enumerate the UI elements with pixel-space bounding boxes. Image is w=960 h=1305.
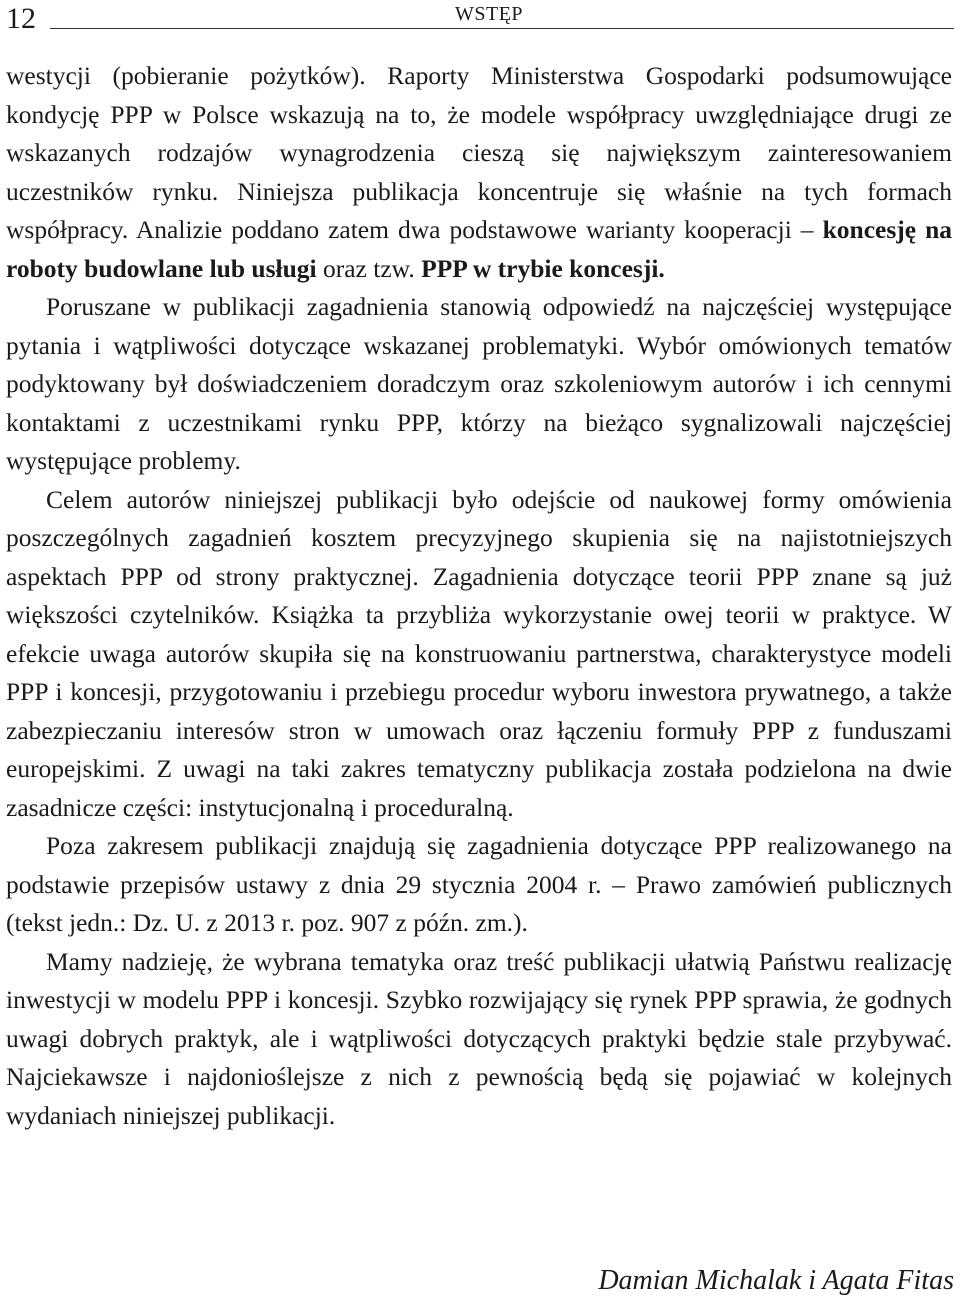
header-rule — [50, 28, 954, 29]
author-signature: Damian Michalak i Agata Fitas — [598, 1265, 954, 1296]
body-text — [6, 57, 952, 1135]
paragraph-text: westycji (pobieranie pożytków). Raporty Ministerstwa Gospodarki podsumowujące kondycję PPP w Polsce wskazują na to, że modele współpracy uwzględniające drugi ze wskazanych rodzajów wynagrodzenia cieszą się największym zainteresowaniem uczestników rynku. Niniejsza publikacja koncentruje się właśnie na tych formach współpracy. Analizie poddano zatem dwa podstawowe warianty kooperacji – — [6, 61, 952, 244]
paragraph: Celem autorów niniejszej publikacji było odejście od naukowej formy omówienia poszczególnych zagadnień kosztem precyzyjnego skupienia się na najistotniejszych aspektach PPP od strony praktycznej. Zagadnienia dotyczące teorii PPP znane są już większości czytelników. Książka ta przybliża wykorzystanie owej teorii w praktyce. W efekcie uwaga autorów skupiła się na konstruowaniu partnerstwa, charakterystyce modeli PPP i koncesji, przygotowaniu i przebiegu procedur wyboru inwestora prywatnego, a także zabezpieczaniu interesów stron w umowach oraz łączeniu formuły PPP z funduszami europejskimi. Z uwagi na taki zakres tematyczny publikacja została podzielona na dwie zasadnicze części: instytucjonalną i proceduralną. — [6, 484, 952, 822]
paragraph: Mamy nadzieję, że wybrana tematyka oraz treść publikacji ułatwią Państwu realizację inwestycji w modelu PPP i koncesji. Szybko rozwijający się rynek PPP sprawia, że godnych uwagi dobrych praktyk, ale i wątpliwości dotyczących praktyki będzie stale przybywać. Najciekawsze i najdonioślejsze z nich z pewnością będą się pojawiać w kolejnych wydaniach niniejszej publikacji. — [6, 946, 952, 1130]
running-title: WSTĘP — [455, 3, 524, 25]
paragraph-continuation — [6, 57, 952, 288]
bold-phrase-concession: koncesję na roboty budowlane lub usługi — [6, 215, 953, 283]
paragraph-text: oraz tzw. — [316, 253, 422, 283]
running-header — [0, 0, 960, 40]
page-number: 12 — [6, 2, 36, 35]
bold-phrase-ppp: PPP w trybie koncesji. — [421, 253, 665, 283]
paragraph: Poza zakresem publikacji znajdują się zagadnienia dotyczące PPP realizowanego na podstawie przepisów ustawy z dnia 29 stycznia 2004 r. – Prawo zamówień publicznych (tekst jedn.: Dz. U. z 2013 r. poz. 907 z późn. zm.). — [6, 831, 952, 937]
paragraph: Poruszane w publikacji zagadnienia stanowią odpowiedź na najczęściej występujące pytania i wątpliwości dotyczące wskazanej problematyki. Wybór omówionych tematów podyktowany był doświadczeniem doradczym oraz szkoleniowym autorów i ich cennymi kontaktami z uczestnikami rynku PPP, którzy na bieżąco sygnalizowali najczęściej występujące problemy. — [6, 292, 952, 475]
